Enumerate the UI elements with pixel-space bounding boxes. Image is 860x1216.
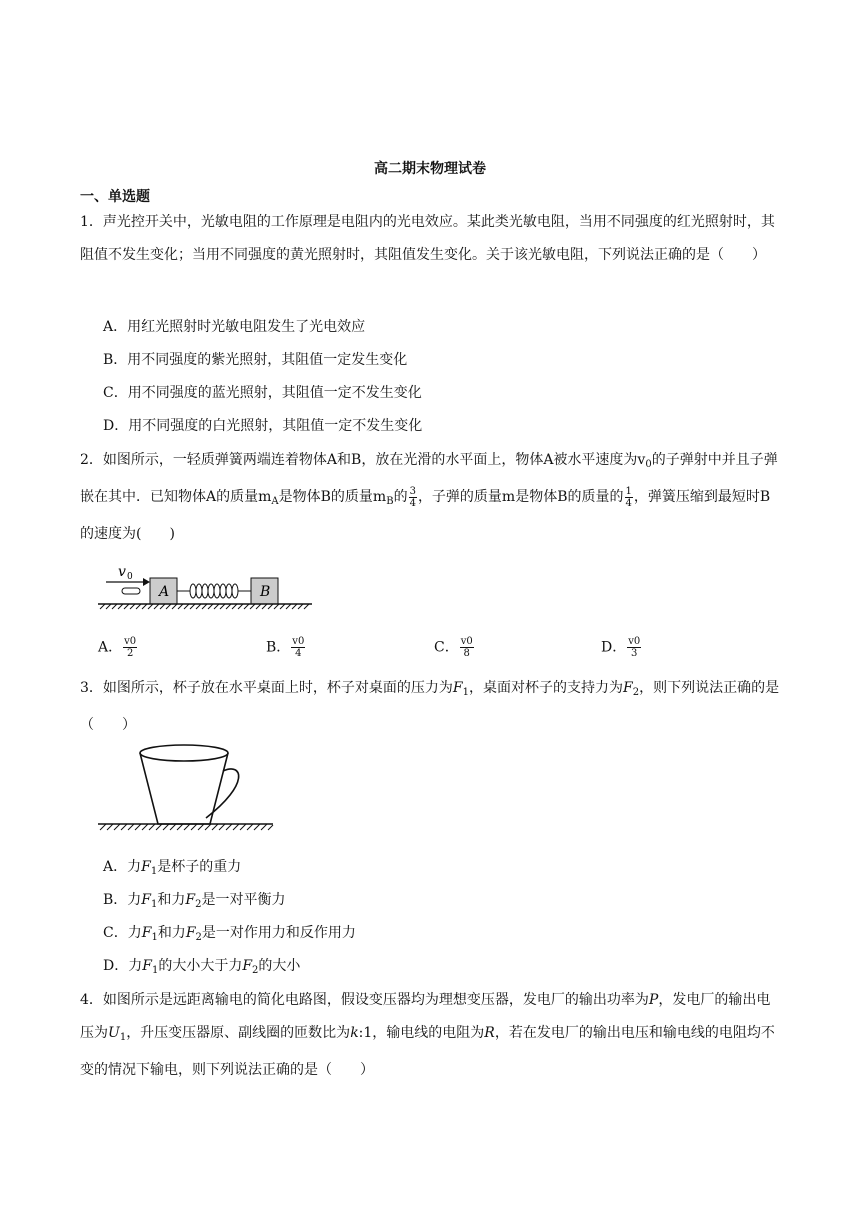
q2-choice-a[interactable] xyxy=(98,636,138,659)
math-symbol: F xyxy=(623,680,633,696)
subscript: 1 xyxy=(150,866,158,877)
q3-option-b[interactable] xyxy=(103,889,285,910)
choice-letter: A． xyxy=(98,639,123,656)
velocity-arrowhead-icon xyxy=(143,578,150,586)
block-a-label: A xyxy=(159,584,170,600)
choice-letter: D． xyxy=(601,639,627,656)
choice-letter: C． xyxy=(434,639,459,656)
option-text: 和力 xyxy=(157,892,186,908)
question-text: 如图所示，一轻质弹簧两端连着物体A和B，放在光滑的水平面上，物体A被水平速度为v xyxy=(102,452,646,468)
fraction-denominator: 4 xyxy=(409,497,416,509)
question-1-stem xyxy=(80,206,780,272)
subscript: 2 xyxy=(632,687,640,698)
fraction-numerator: v0 xyxy=(628,636,641,647)
section-heading: 一、单选题 xyxy=(80,189,150,205)
block-b-label: B xyxy=(260,584,271,600)
spring-blocks-figure xyxy=(98,558,318,610)
subscript: 2 xyxy=(195,899,202,910)
subscript: 1 xyxy=(119,1032,127,1043)
question-text: 的 xyxy=(393,489,408,505)
question-text: ，则下列说法正确的是（ ） xyxy=(80,680,780,733)
question-text: 如图所示是远距离输电的简化电路图，假设变压器均为理想变压器，发电厂的输出功率为 xyxy=(102,992,649,1008)
math-symbol: U xyxy=(108,1025,120,1041)
question-text: 的子弹射中并且子弹嵌在其中．已知物体A的质量m xyxy=(80,452,778,505)
math-symbol: k xyxy=(350,1025,359,1041)
question-text: ，升压变压器原、副线圈的匝数比为 xyxy=(126,1025,351,1041)
cup-body xyxy=(140,753,228,824)
fraction-numerator: v0 xyxy=(460,636,473,647)
question-text: 如图所示，杯子放在水平桌面上时，杯子对桌面的压力为 xyxy=(102,680,453,696)
option-text: C．力 xyxy=(103,925,142,941)
option-text: 是杯子的重力 xyxy=(157,859,242,875)
subscript: 2 xyxy=(195,932,202,943)
option-text: A．力 xyxy=(103,859,142,875)
question-text: :1 xyxy=(358,1025,373,1041)
option-text: D．力 xyxy=(103,958,143,974)
fraction-denominator: 4 xyxy=(295,648,302,659)
fraction-denominator: 3 xyxy=(631,648,638,659)
question-2-stem xyxy=(80,444,780,551)
math-symbol: F xyxy=(242,958,253,974)
choice-fraction xyxy=(627,636,641,659)
question-text: ，子弹的质量m是物体B的质量的 xyxy=(417,489,624,505)
math-symbol: F xyxy=(141,892,152,908)
subscript: 1 xyxy=(151,932,158,943)
cup-rim xyxy=(140,745,228,761)
question-text: ，输电线的电阻为 xyxy=(372,1025,485,1041)
option-text: 和力 xyxy=(157,925,186,941)
ground-hatch xyxy=(100,604,309,609)
choice-fraction xyxy=(123,636,137,659)
option-text: B．力 xyxy=(103,892,142,908)
fraction-denominator: 2 xyxy=(126,648,134,659)
question-text: ，发电厂的输出电压为 xyxy=(80,992,771,1041)
question-number: 4． xyxy=(80,992,103,1008)
subscript: A xyxy=(271,496,279,507)
q3-option-a[interactable] xyxy=(103,856,241,877)
fraction-one-quarter xyxy=(625,486,633,509)
question-number: 2． xyxy=(80,452,103,468)
subscript: B xyxy=(386,496,394,507)
table-hatch xyxy=(100,824,273,830)
math-symbol: F xyxy=(142,958,152,974)
question-text: ，桌面对杯子的支持力为 xyxy=(469,680,624,696)
math-symbol: F xyxy=(185,892,196,908)
question-4-stem xyxy=(80,984,780,1087)
choice-fraction xyxy=(460,636,474,659)
math-symbol: P xyxy=(648,992,659,1008)
option-text: 是一对平衡力 xyxy=(201,892,286,908)
option-text: 的大小 xyxy=(258,958,301,974)
exam-title: 高二期末物理试卷 xyxy=(374,161,486,177)
fraction-numerator: 1 xyxy=(625,485,632,497)
q2-choice-c[interactable] xyxy=(434,636,475,659)
q1-option-b[interactable]: B．用不同强度的紫光照射，其阻值一定发生变化 xyxy=(103,352,408,368)
cup-on-table-figure xyxy=(98,744,278,836)
q1-option-a[interactable]: A．用红光照射时光敏电阻发生了光电效应 xyxy=(103,319,366,335)
math-symbol: F xyxy=(141,925,152,941)
q1-option-c[interactable]: C．用不同强度的蓝光照射，其阻值一定不发生变化 xyxy=(103,385,422,401)
fraction-numerator: v0 xyxy=(124,636,137,647)
choice-fraction xyxy=(291,636,305,659)
subscript: 1 xyxy=(151,965,159,976)
fraction-numerator: v0 xyxy=(292,636,305,647)
question-text: 是物体B的质量m xyxy=(278,489,387,505)
bullet-icon xyxy=(122,588,140,594)
subscript: 2 xyxy=(252,965,259,976)
math-symbol: F xyxy=(452,680,463,696)
subscript: 0 xyxy=(645,459,652,470)
option-text: 的大小大于力 xyxy=(158,958,243,974)
q3-option-c[interactable] xyxy=(103,922,356,943)
question-number: 1． xyxy=(80,214,103,230)
question-text: ，若在发电厂的输出电压和输电线的电阻均不变的情况下输电，则下列说法正确的是（ ） xyxy=(80,1025,775,1078)
question-text: ，弹簧压缩到最短时B的速度为( ) xyxy=(80,489,771,542)
option-text: 是一对作用力和反作用力 xyxy=(201,925,356,941)
q2-choice-b[interactable] xyxy=(266,636,306,659)
question-3-stem xyxy=(80,672,780,742)
q1-option-d[interactable]: D．用不同强度的白光照射，其阻值一定不发生变化 xyxy=(103,418,423,434)
fraction-denominator: 8 xyxy=(463,648,470,659)
subscript: 1 xyxy=(151,899,158,910)
math-symbol: F xyxy=(141,859,151,875)
question-number: 3． xyxy=(80,680,103,696)
fraction-numerator: 3 xyxy=(409,485,416,497)
question-text: 声光控开关中，光敏电阻的工作原理是电阻内的光电效应。某此类光敏电阻，当用不同强度的红光照射时，其阻值不发生变化；当用不同强度的黄光照射时，其阻值发生变化。关于该光敏电阻，下列说法正确的是（ ） xyxy=(80,214,775,263)
fraction-three-quarters xyxy=(409,486,417,509)
fraction-denominator: 4 xyxy=(625,497,632,509)
math-symbol: F xyxy=(185,925,196,941)
spring-icon xyxy=(177,584,251,598)
choice-letter: B． xyxy=(266,639,291,656)
velocity-subscript: 0 xyxy=(127,572,133,582)
q2-choice-d[interactable] xyxy=(601,636,642,659)
math-symbol: R xyxy=(484,1025,495,1041)
velocity-label: v xyxy=(118,564,126,580)
subscript: 1 xyxy=(462,687,470,698)
q3-option-d[interactable] xyxy=(103,955,300,976)
